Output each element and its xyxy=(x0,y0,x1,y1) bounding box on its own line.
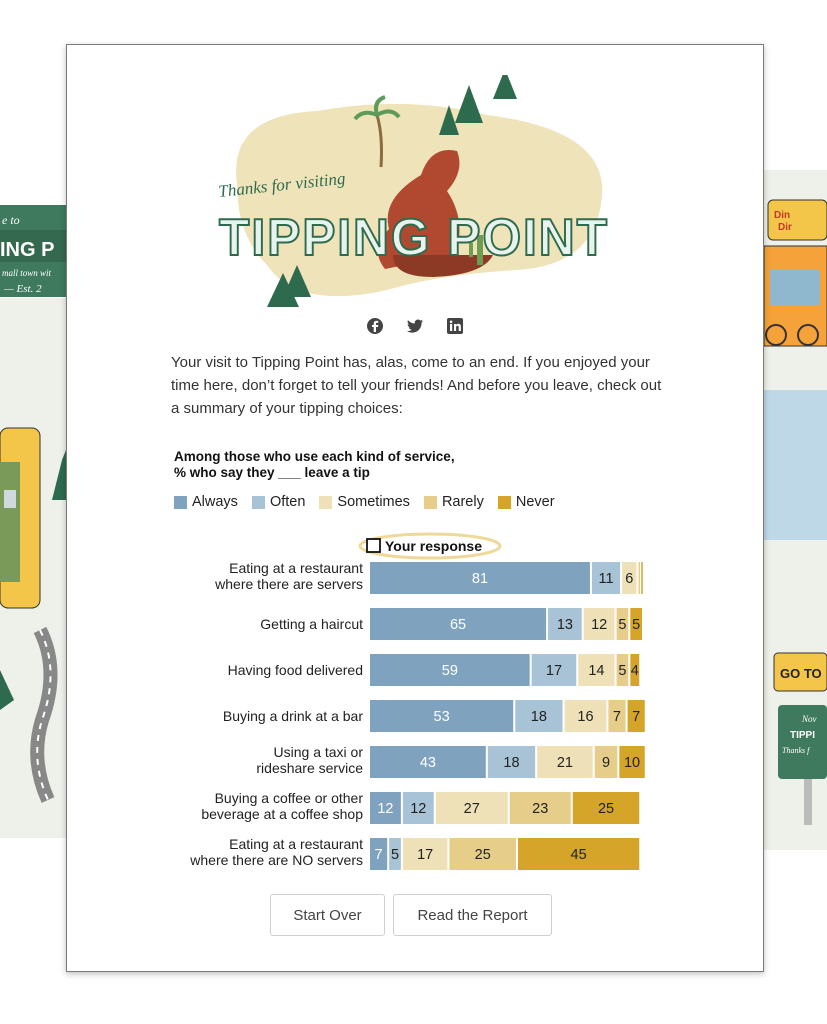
category-label-line: Using a taxi or xyxy=(273,744,363,760)
svg-text:e to: e to xyxy=(2,213,20,227)
category-label-line: Having food delivered xyxy=(227,662,363,678)
legend-label: Rarely xyxy=(441,494,484,510)
legend-item-often xyxy=(252,494,305,510)
chart-title xyxy=(174,449,574,481)
data-label: 5 xyxy=(632,617,641,633)
svg-text:Thanks f: Thanks f xyxy=(782,746,810,755)
data-label: 59 xyxy=(441,663,458,679)
category-label-line: rideshare service xyxy=(256,760,363,776)
bar-segment-rarely xyxy=(639,562,641,594)
start-over-button[interactable]: Start Over xyxy=(270,894,385,936)
category-label-line: Eating at a restaurant xyxy=(229,836,363,852)
svg-text:Dir: Dir xyxy=(778,222,792,233)
chart-legend xyxy=(174,494,569,513)
legend-label: Often xyxy=(269,494,306,510)
category-label-7 xyxy=(189,836,363,868)
legend-item-rarely xyxy=(424,494,484,510)
data-label: 7 xyxy=(612,709,622,725)
svg-text:Din: Din xyxy=(774,210,791,221)
your-response-box xyxy=(367,539,380,552)
svg-text:Nov: Nov xyxy=(802,714,817,724)
data-label: 18 xyxy=(530,709,547,725)
svg-text:GO TO: GO TO xyxy=(780,666,822,681)
data-label: 12 xyxy=(410,801,427,817)
logo-tagline: Thanks for visiting xyxy=(217,168,347,201)
intro-text: Your visit to Tipping Point has, alas, come to an end. If you enjoyed your time here, don’t forget to tell your friends! And before you leave, check out a summary of your tipping choices: xyxy=(171,354,662,417)
category-label-line: where there are servers xyxy=(215,576,363,592)
legend-item-never xyxy=(498,494,555,510)
your-response-label: Your response xyxy=(385,538,482,554)
legend-item-sometimes xyxy=(319,494,410,510)
legend-label: Always xyxy=(192,494,238,510)
data-label: 14 xyxy=(588,663,605,679)
data-label: 25 xyxy=(474,847,491,863)
category-label-line: Getting a haircut xyxy=(260,616,363,632)
svg-text:— Est. 2: — Est. 2 xyxy=(4,283,42,295)
data-label: 13 xyxy=(556,617,573,633)
facebook-icon[interactable] xyxy=(366,317,384,335)
data-label: 6 xyxy=(625,571,634,587)
data-label: 25 xyxy=(597,801,615,817)
data-label: 18 xyxy=(503,755,520,771)
logo-name: TIPPING POINT xyxy=(219,209,609,267)
category-label-6 xyxy=(201,790,363,822)
legend-swatch xyxy=(174,496,187,509)
linkedin-icon[interactable] xyxy=(446,317,464,335)
category-label-line: beverage at a coffee shop xyxy=(201,806,363,822)
chart-title-line-2: % who say they ___ leave a tip xyxy=(174,465,370,480)
category-label-line: Eating at a restaurant xyxy=(229,560,363,576)
legend-swatch xyxy=(498,496,511,509)
data-label: 17 xyxy=(545,663,563,679)
data-label: 12 xyxy=(591,617,608,633)
chart-title-line-1: Among those who use each kind of service, xyxy=(174,449,455,464)
category-label-3 xyxy=(228,662,363,678)
data-label: 16 xyxy=(577,709,594,725)
data-label: 7 xyxy=(632,709,641,725)
legend-label: Never xyxy=(515,494,555,510)
twitter-icon[interactable] xyxy=(406,317,424,335)
svg-text:mall town wit: mall town wit xyxy=(2,268,52,278)
tipping-stacked-bar-chart xyxy=(67,525,763,875)
category-label-4 xyxy=(223,708,363,724)
data-label: 9 xyxy=(601,755,611,771)
read-report-button[interactable]: Read the Report xyxy=(393,894,552,936)
bar-segment-never xyxy=(641,562,643,594)
data-label: 4 xyxy=(630,663,639,679)
svg-text:TIPPI: TIPPI xyxy=(790,730,816,741)
data-label: 65 xyxy=(449,617,467,633)
category-label-1 xyxy=(214,560,363,592)
social-share-bar xyxy=(67,317,763,335)
data-label: 10 xyxy=(623,755,641,771)
data-label: 17 xyxy=(417,847,434,863)
data-label: 53 xyxy=(433,709,450,725)
data-label: 11 xyxy=(598,571,614,587)
data-label: 5 xyxy=(618,663,627,679)
tipping-point-logo xyxy=(207,75,627,325)
data-label: 7 xyxy=(374,847,383,863)
category-label-line: Buying a coffee or other xyxy=(214,790,363,806)
legend-swatch xyxy=(424,496,437,509)
background-illustration-left xyxy=(0,200,70,840)
category-label-5 xyxy=(256,744,363,776)
summary-modal xyxy=(66,44,764,972)
data-label: 81 xyxy=(471,571,489,587)
data-label: 45 xyxy=(570,847,587,863)
data-label: 23 xyxy=(532,801,549,817)
background-illustration-right xyxy=(760,170,827,850)
legend-swatch xyxy=(319,496,332,509)
svg-text:ING P: ING P xyxy=(0,239,55,261)
data-label: 5 xyxy=(390,847,400,863)
category-label-line: Buying a drink at a bar xyxy=(222,708,363,724)
data-label: 43 xyxy=(419,755,436,771)
data-label: 21 xyxy=(556,755,573,771)
category-label-line: where there are NO servers xyxy=(190,852,363,868)
data-label: 5 xyxy=(618,617,627,633)
data-label: 27 xyxy=(463,801,480,817)
legend-label: Sometimes xyxy=(337,494,410,510)
legend-swatch xyxy=(252,496,265,509)
category-label-2 xyxy=(260,616,363,632)
data-label: 12 xyxy=(377,801,394,817)
legend-item-always xyxy=(174,494,238,510)
